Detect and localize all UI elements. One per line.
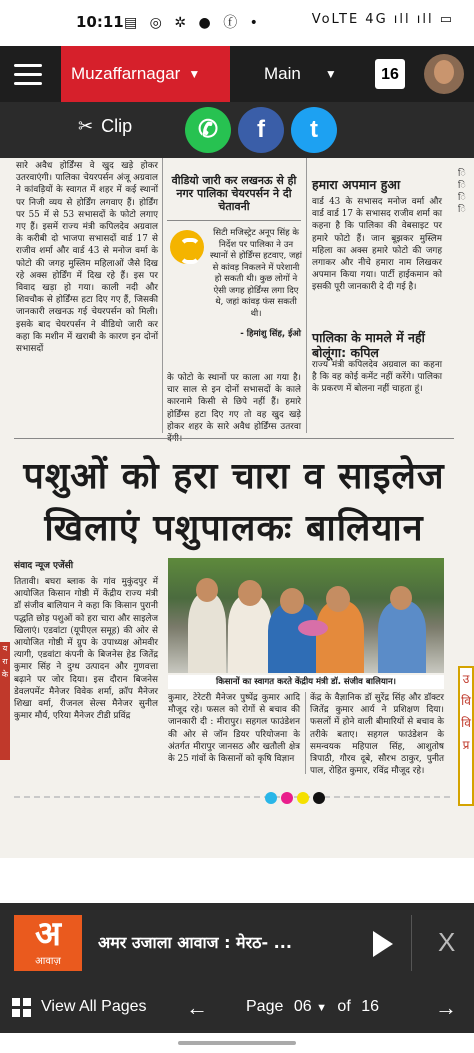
section-rule bbox=[14, 438, 454, 439]
chevron-down-icon: ▼ bbox=[316, 1002, 327, 1014]
flower-bouquet bbox=[298, 620, 328, 636]
adjacent-page-edge: ि ि ि ि bbox=[458, 169, 466, 215]
article-column-3-top: वार्ड 43 के सभासद मनोज वर्मा और वार्ड वार्ड 17 के सभासद राजीव शर्मा का कहना है कि पालिका की वेबसाइट पर हमारे फोटो हैं। जान बूझकर मुस्लिम महिला का अक्स हमारे फोटो की जगह लगाकर और नीचे हमारा नाम लिखकर अपमान किया गया। पार्टी हाईकमान को इसकी पूरी जानकारी दे दी गई है। bbox=[312, 197, 442, 293]
clip-button[interactable] bbox=[78, 116, 132, 137]
previous-page-button[interactable]: ← bbox=[186, 995, 208, 1020]
registration-dot-black bbox=[313, 792, 325, 804]
twitter-share-button[interactable]: t bbox=[291, 107, 337, 153]
story-byline: संवाद न्यूज एजेंसी bbox=[14, 561, 74, 571]
chevron-down-icon: ▼ bbox=[324, 67, 337, 81]
close-player-button[interactable]: X bbox=[438, 927, 456, 957]
article-column-1: सारे अवैध होर्डिंग्स वे खुद खड़े होकर उतरवाएंगी। पालिका चेयरपर्सन अंजू अग्रवाल ने कांवड़ियों के स्वागत में शहर में कई स्थानों पर निजी व्यय से होर्डिंग लगवाए हैं। होर्डिंग पर 55 में से 53 सभासदों के फोटो लगाए गए हैं। इसमें राज्य मंत्री कपिलदेव अग्रवाल के करीबी दो भाजपा सभासदों वार्ड 17 से राजीव शर्मा और वार्ड 43 से मनोज वर्मा के फोटो की जगह मुस्लिम महिलाओं जैसे दिख रहे अक्स होर्डिंग में दिख रहे हैं। इस पर विवाद खड़ा हो गया। काली नदी और शिवचौक से होर्डिंग्स हटा दिए गए हैं, जिसकी जानकारी लखनऊ गई चेयरपर्सन को मिली। इसके बाद चेयरपर्सन ने वीडियो जारी कर कहा कि मशीन में खराबी के कारण इन दोनों सभासदों bbox=[16, 161, 158, 355]
article-column-2-headline: वीडियो जारी कर लखनऊ से ही नगर पालिका चेयरपर्सन ने दी चेतावनी bbox=[171, 174, 297, 213]
article-column-3-bottom: राज्य मंत्री कपिलदेव अग्रवाल का कहना है कि वह कोई कमेंट नहीं करेंगे। पालिका के प्रकरण में बोलना नहीं चाहता हूं। bbox=[312, 360, 442, 395]
signal-battery-icons: VoLTE 4G ıll ıll ▭ bbox=[311, 12, 454, 27]
story-headline-line-1: पशुओं को हरा चारा व साइलेज bbox=[23, 456, 445, 497]
status-time: 10:11 bbox=[76, 13, 124, 31]
page-indicator[interactable]: Page 06 ▼ of 16 bbox=[246, 998, 380, 1015]
registration-marks bbox=[265, 792, 325, 804]
page-bottom-margin bbox=[0, 858, 474, 903]
notification-icons: ▤ ◎ ✲ ● ⓕ • bbox=[124, 15, 262, 31]
amar-ujala-awaz-logo: अ आवाज़ bbox=[14, 915, 82, 971]
audio-player bbox=[0, 903, 474, 983]
status-bar bbox=[0, 0, 474, 46]
left-edge-strip: य रा के bbox=[0, 642, 10, 760]
story-photo bbox=[168, 558, 444, 673]
edition-label: Main bbox=[264, 64, 301, 83]
article-column-3-headline-2: पालिका के मामले में नहीं बोलूंगा: कपिल bbox=[312, 330, 425, 360]
right-edge-strip: उ वि वि प्र bbox=[458, 666, 474, 806]
grid-icon[interactable] bbox=[12, 998, 32, 1018]
player-divider bbox=[411, 915, 412, 971]
epaper-page[interactable] bbox=[0, 158, 474, 903]
column-divider bbox=[306, 158, 307, 433]
page-bottom-rule bbox=[14, 796, 450, 798]
rule bbox=[167, 220, 301, 221]
edition-dropdown[interactable] bbox=[240, 46, 360, 102]
top-bar bbox=[0, 46, 474, 102]
play-icon[interactable] bbox=[373, 931, 393, 957]
current-page: 06 bbox=[293, 998, 312, 1015]
calendar-date-button[interactable]: 16 bbox=[375, 59, 405, 89]
view-all-pages-button[interactable]: View All Pages bbox=[41, 998, 147, 1015]
chevron-down-icon: ▼ bbox=[188, 67, 201, 81]
city-dropdown[interactable] bbox=[61, 46, 230, 102]
story-column-right: केंद्र के वैज्ञानिक डॉ सुरेंद्र सिंह और डॉक्टर जितेंद्र कुमार आर्य ने प्रशिक्षण दिया। फसलों में होने वाली बीमारियों से बचाव के तरीके बताए। सहगल फाउंडेशन के समन्वयक महिपाल सिंह, आशुतोष त्रिपाठी, गौरव दूबे, सौरभ ठाकुर, पुनीत पाल, रोहित कुमार, रविंद्र मौजूद रहे। bbox=[310, 693, 444, 777]
column-divider bbox=[305, 692, 306, 774]
next-page-button[interactable]: → bbox=[435, 995, 457, 1020]
menu-icon[interactable] bbox=[14, 64, 42, 84]
article-column-2: के फोटो के स्थानों पर काला आ गया है। चार साल से इन दोनों सभासदों के काले कारनामे किसी से छिपे नहीं हैं। हमारे होर्डिंग्स हटा दिए गए तो वह खुद खड़े होकर शहर के सारे अवैध होर्डिंग्स उतरवा देंगी। bbox=[167, 373, 301, 445]
article-quote: सिटी मजिस्ट्रेट अनूप सिंह के निर्देश पर पालिका ने उन स्थानों से होर्डिंग्स हटवाए, जहां से कांवड़ निकलने में परेशानी हो सकती थी। कुछ लोगों ने ऐसी जगह होर्डिंग्स लगा दिए थे, जहां कांवड़ फंस सकती थी। bbox=[210, 228, 302, 319]
story-column-left: तितावी। बघरा ब्लाक के गांव मुकुंदपुर में आयोजित किसान गोष्ठी में केंद्रीय राज्य मंत्री डॉ संजीव बालियान ने कहा कि किसान पुरानी पद्धति छोड़ पशुओं को हरा चारा और साइलेज खिलाएं। एडवांटा (यूपीएल समूह) की ओर से आयोजित गोष्ठी में ग्रुप के उपाध्यक्ष ओमवीर त्यागी, एडवांटा कंपनी के बिजनेस हेड जितेंद्र कुमार सिंह ने दुग्ध उत्पादन और गुणवत्ता बढ़ाने पर जोर दिया। इस दौरान बिजनेस डेवलपमेंट मैनेजर विवेक शर्मा, क्रॉप मैनेजर शिखा वर्मा, रीजनल सेल्स मैनेजर सुनील कुमार मौर्य, एरिया मैनेजर टीडी प्रविंद्र bbox=[14, 577, 158, 722]
home-indicator[interactable] bbox=[0, 1033, 474, 1053]
player-title[interactable]: अमर उजाला आवाज : मेरठ- ... bbox=[98, 933, 292, 952]
quote-attribution: - हिमांशु सिंह, ईओ bbox=[240, 329, 301, 339]
facebook-share-button[interactable]: f bbox=[238, 107, 284, 153]
municipal-logo-icon bbox=[170, 230, 204, 264]
total-pages: 16 bbox=[361, 998, 380, 1015]
registration-dot-magenta bbox=[281, 792, 293, 804]
clip-label: Clip bbox=[101, 116, 133, 136]
share-bar bbox=[0, 102, 474, 158]
article-column-3-headline: हमारा अपमान हुआ bbox=[312, 177, 401, 192]
story-column-middle: कुमार, टेरेटरी मैनेजर पुष्पेंद्र कुमार आदि मौजूद रहे। फसल को रोगों से बचाव की जानकारी दी : मीरापुर। सहगल फाउंडेशन की ओर से जॉन डियर परियोजना के अंतर्गत मीरापुर जानसठ और खतौली क्षेत्र के 25 गांवों के किसानों को कृषि विज्ञान bbox=[168, 693, 300, 765]
city-label: Muzaffarnagar bbox=[71, 64, 181, 83]
registration-dot-cyan bbox=[265, 792, 277, 804]
avatar[interactable] bbox=[424, 54, 464, 94]
photo-caption: किसानों का स्वागत करते केंद्रीय मंत्री डॉ. संजीव बालियान। bbox=[168, 675, 444, 689]
page-navigation-bar bbox=[0, 983, 474, 1033]
whatsapp-share-button[interactable]: ✆ bbox=[185, 107, 231, 153]
scissors-icon: ✂ bbox=[78, 116, 94, 136]
column-divider bbox=[162, 158, 163, 433]
registration-dot-yellow bbox=[297, 792, 309, 804]
story-headline-line-2: खिलाएं पशुपालकः बालियान bbox=[44, 508, 424, 549]
